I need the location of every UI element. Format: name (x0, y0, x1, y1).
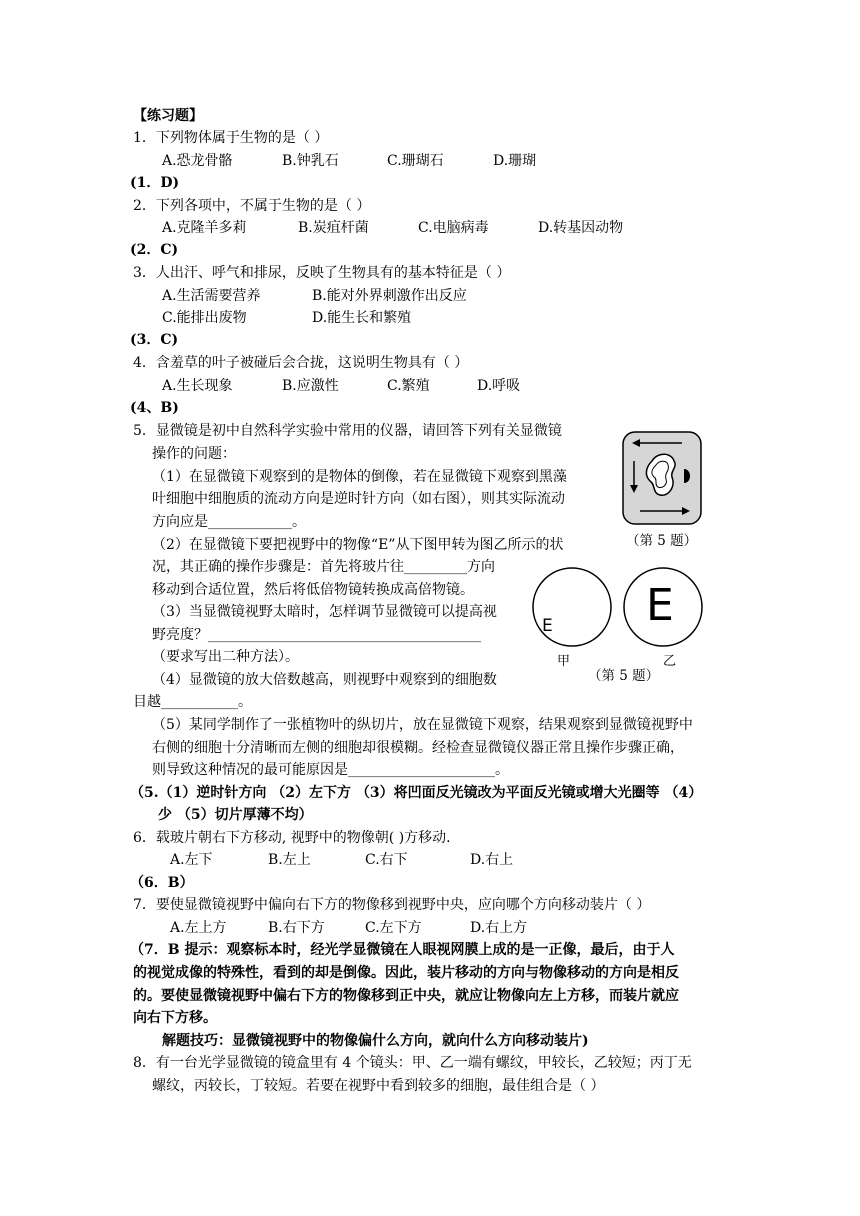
question-5-line-16: 则导致这种情况的最可能原因是_____________________。 (152, 762, 509, 778)
question-3-answer: (3．C) (130, 332, 179, 348)
question-6-stem: 6．载玻片朝右下方移动, 视野中的物像朝( )方移动. (133, 830, 451, 846)
question-5-line-1: 5．显微镜是初中自然科学实验中常用的仪器，请回答下列有关显微镜 (133, 423, 562, 439)
question-5-line-7: 况，其正确的操作步骤是：首先将玻片往_________方向 (152, 559, 495, 575)
question-7-option-a: A.左上方 (170, 920, 227, 936)
question-2-option-c: C.电脑病毒 (418, 220, 489, 236)
question-3-option-a: A.生活需要营养 (162, 288, 261, 304)
cytoplasm-flow-figure (622, 431, 702, 525)
question-5-line-10: 野亮度？_______________________________________ (152, 627, 481, 643)
letter-e-small: E (542, 616, 553, 636)
question-3-option-b: B.能对外界刺激作出反应 (312, 288, 467, 304)
question-5-line-5: 方向应是____________。 (152, 514, 306, 530)
question-7-option-b: B.右下方 (268, 920, 325, 936)
question-7-tip: 解题技巧：显微镜视野中的物像偏什么方向，就向什么方向移动装片) (162, 1033, 589, 1049)
question-4-option-a: A.生长现象 (162, 378, 233, 394)
question-1-option-b: B.钟乳石 (282, 153, 339, 169)
question-6-option-b: B.左上 (268, 852, 311, 868)
question-5-line-2: 操作的问题： (152, 446, 236, 462)
figure-2-caption: （第 5 题） (588, 668, 660, 684)
question-3-stem: 3．人出汗、呼气和排尿，反映了生物具有的基本特征是（ ） (133, 265, 511, 281)
letter-e-large: E (646, 580, 674, 631)
question-5-line-14: （5）某同学制作了一张植物叶的纵切片，放在显微镜下观察，结果观察到显微镜视野中 (152, 717, 693, 733)
question-7-explain-2: 的视觉成像的特殊性，看到的却是倒像。因此，装片移动的方向与物像移动的方向是相反 (133, 965, 679, 981)
question-6-option-c: C.右下 (365, 852, 408, 868)
question-5-line-8: 移动到合适位置，然后将低倍物镜转换成高倍物镜。 (152, 582, 474, 598)
figure-1-caption: （第 5 题） (626, 533, 698, 549)
question-7-option-c: C.左下方 (365, 920, 422, 936)
figure-label-yi: 乙 (663, 654, 677, 669)
question-5-answer-line-2: 少 （5）切片厚薄不均） (158, 807, 313, 823)
question-1-option-a: A.恐龙骨骼 (162, 153, 233, 169)
question-5-line-9: （3）当显微镜视野太暗时，怎样调节显微镜可以提高视 (152, 604, 497, 620)
question-4-option-d: D.呼吸 (477, 378, 521, 394)
question-5-line-13: 目越___________。 (133, 694, 252, 710)
question-7-option-d: D.右上方 (470, 920, 528, 936)
question-5-line-3: （1）在显微镜下观察到的是物体的倒像，若在显微镜下观察到黑藻 (152, 469, 567, 485)
question-8-line-1: 8．有一台光学显微镜的镜盒里有 4 个镜头：甲、乙一端有螺纹，甲较长，乙较短；丙丁无 (133, 1055, 692, 1071)
question-4-option-b: B.应激性 (282, 378, 339, 394)
question-4-option-c: C.繁殖 (387, 378, 430, 394)
question-2-option-d: D.转基因动物 (538, 220, 624, 236)
figure-label-jia: 甲 (557, 654, 571, 669)
question-4-stem: 4．含羞草的叶子被碰后会合拢，这说明生物具有（ ） (133, 355, 469, 371)
question-5-line-15: 右侧的细胞十分清晰而左侧的细胞却很模糊。经检查显微镜仪器正常且操作步骤正确， (152, 740, 684, 756)
question-3-option-c: C.能排出废物 (162, 310, 247, 326)
question-4-answer: (4、B) (130, 400, 179, 416)
question-5-line-6: （2）在显微镜下要把视野中的物像“E”从下图甲转为图乙所示的状 (152, 537, 564, 553)
question-5-line-11: （要求写出二种方法）。 (152, 649, 299, 665)
section-heading: 【练习题】 (133, 108, 203, 124)
question-6-answer: （6．B） (130, 875, 194, 891)
question-7-explain-1: （7．B 提示：观察标本时，经光学显微镜在人眼视网膜上成的是一正像，最后，由于人 (130, 942, 675, 958)
question-7-explain-4: 向右下方移。 (133, 1010, 217, 1026)
question-5-line-12: （4）显微镜的放大倍数越高，则视野中观察到的细胞数 (152, 672, 497, 688)
question-6-option-a: A.左下 (170, 852, 213, 868)
question-6-option-d: D.右上 (470, 852, 514, 868)
question-2-option-b: B.炭疽杆菌 (298, 220, 369, 236)
question-8-line-2: 螺纹，丙较长，丁较短。若要在视野中看到较多的细胞，最佳组合是（ ） (152, 1078, 605, 1094)
question-1-stem: 1．下列物体属于生物的是（ ） (133, 130, 329, 146)
question-5-line-4: 叶细胞中细胞质的流动方向是逆时针方向（如右图），则其实际流动 (152, 491, 565, 507)
question-7-stem: 7．要使显微镜视野中偏向右下方的物像移到视野中央，应向哪个方向移动装片（ ） (133, 897, 651, 913)
question-2-answer: (2．C) (130, 242, 179, 258)
question-2-stem: 2．下列各项中，不属于生物的是（ ） (133, 198, 371, 214)
question-3-option-d: D.能生长和繁殖 (312, 310, 412, 326)
question-1-option-d: D.珊瑚 (493, 153, 537, 169)
question-5-answer-line-1: （5.（1）逆时针方向 （2）左下方 （3）将凹面反光镜改为平面反光镜或增大光圈等 （4） (130, 785, 703, 801)
question-1-option-c: C.珊瑚石 (387, 153, 444, 169)
question-7-explain-3: 的。要使显微镜视野中偏右下方的物像移到正中央，就应让物像向左上方移，而装片就应 (133, 988, 679, 1004)
question-1-answer: (1．D) (130, 175, 180, 191)
question-2-option-a: A.克隆羊多莉 (162, 220, 247, 236)
